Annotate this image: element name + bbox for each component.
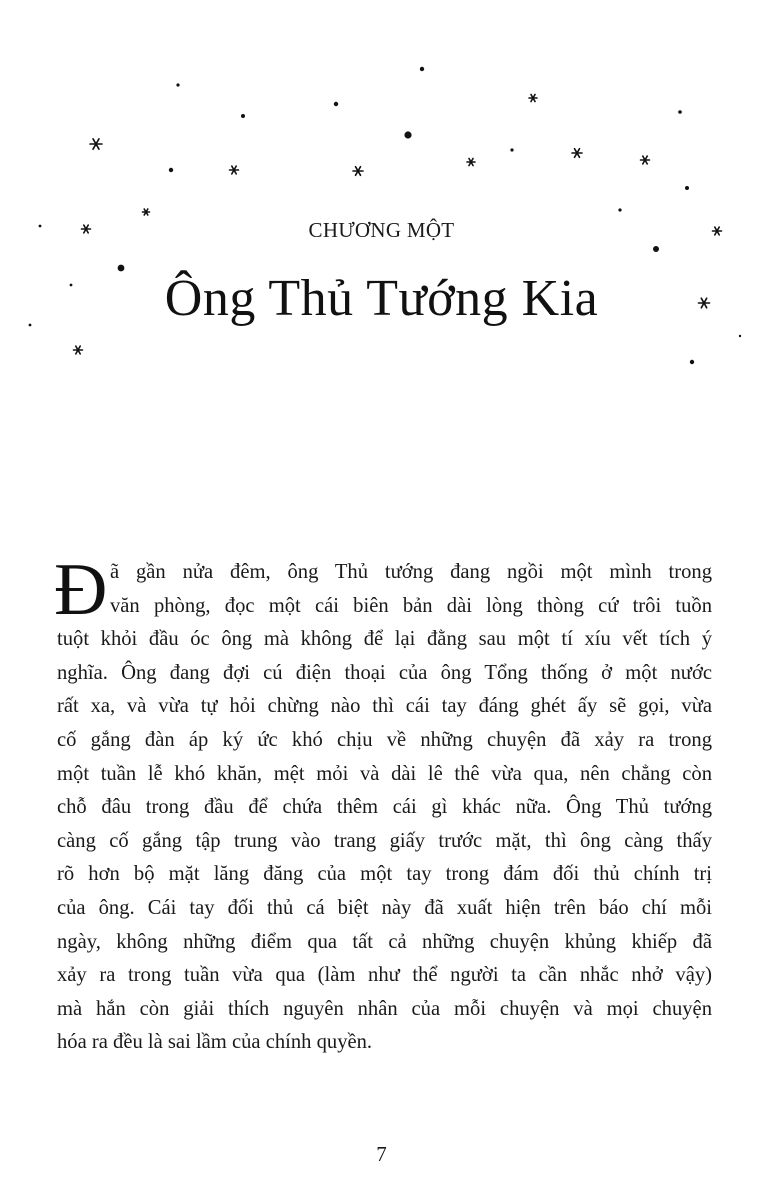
page-number: 7 xyxy=(376,1142,387,1166)
body-line: chỗ đâu trong đầu để chứa thêm cái gì khác nữa. Ông Thủ tướng xyxy=(57,796,712,819)
body-line: của ông. Cái tay đối thủ cá biệt này đã xuất hiện trên báo chí mỗi xyxy=(57,896,712,919)
body-line: nghĩa. Ông đang đợi cú điện thoại của ông Tổng thống ở một nước xyxy=(57,661,712,684)
star-dot xyxy=(685,186,689,190)
body-line: rõ hơn bộ mặt lăng đăng của một tay trong đám đối thủ chính trị xyxy=(57,863,712,886)
star-dot xyxy=(404,131,411,138)
star-asterisk xyxy=(230,166,239,174)
star-asterisk xyxy=(572,149,582,158)
star-asterisk xyxy=(90,139,102,149)
drop-cap: Đ xyxy=(54,549,108,631)
chapter-body-paragraph xyxy=(57,556,712,1060)
body-line: văn phòng, đọc một cái biên bản dài lòng thòng cứ trôi tuồn xyxy=(110,594,712,617)
chapter-title: Ông Thủ Tướng Kia xyxy=(164,270,599,327)
star-dot xyxy=(618,208,621,211)
star-asterisk xyxy=(143,209,150,215)
star-asterisk xyxy=(529,95,537,102)
star-dot xyxy=(169,168,173,172)
star-dot xyxy=(510,148,513,151)
body-line: hóa ra đều là sai lầm của chính quyền. xyxy=(57,1031,373,1054)
body-line: cố gắng đàn áp ký ức khó chịu về những chuyện đã xảy ra trong xyxy=(57,728,712,751)
body-line: ngày, không những điểm qua tất cả những chuyện khủng khiếp đã xyxy=(57,930,712,953)
star-dot xyxy=(690,360,694,364)
star-dot xyxy=(334,102,338,106)
body-line: xảy ra trong tuần vừa qua (làm như thể người ta cần nhắc nhở vậy) xyxy=(57,964,712,987)
body-line: rất xa, và vừa tự hỏi chừng nào thì cái tay đáng ghét ấy sẽ gọi, vừa xyxy=(57,695,712,718)
chapter-label: CHƯƠNG MỘT xyxy=(308,218,455,242)
star-dot xyxy=(653,246,659,252)
body-line: mà hắn còn giải thích nguyên nhân của mỗi chuyện và mọi chuyện xyxy=(57,997,712,1020)
star-asterisk xyxy=(467,159,475,166)
body-line: tuột khỏi đầu óc ông mà không để lại đằng sau một tí xíu vết tích ý xyxy=(57,628,712,651)
star-asterisk xyxy=(74,346,83,354)
body-line: càng cố gắng tập trung vào trang giấy trước mặt, thì ông càng thấy xyxy=(57,829,712,852)
star-asterisk xyxy=(353,167,363,176)
star-dot xyxy=(176,83,179,86)
star-asterisk xyxy=(641,156,650,164)
star-dot xyxy=(420,67,424,71)
starry-sky-decoration xyxy=(0,0,763,400)
star-dot xyxy=(739,335,741,337)
star-dot xyxy=(678,110,682,114)
body-line: ã gần nửa đêm, ông Thủ tướng đang ngồi một mình trong xyxy=(110,561,712,583)
star-dot xyxy=(241,114,245,118)
body-line: một tuần lễ khó khăn, mệt mỏi và dài lê thê vừa qua, nên chẳng còn xyxy=(57,762,712,785)
